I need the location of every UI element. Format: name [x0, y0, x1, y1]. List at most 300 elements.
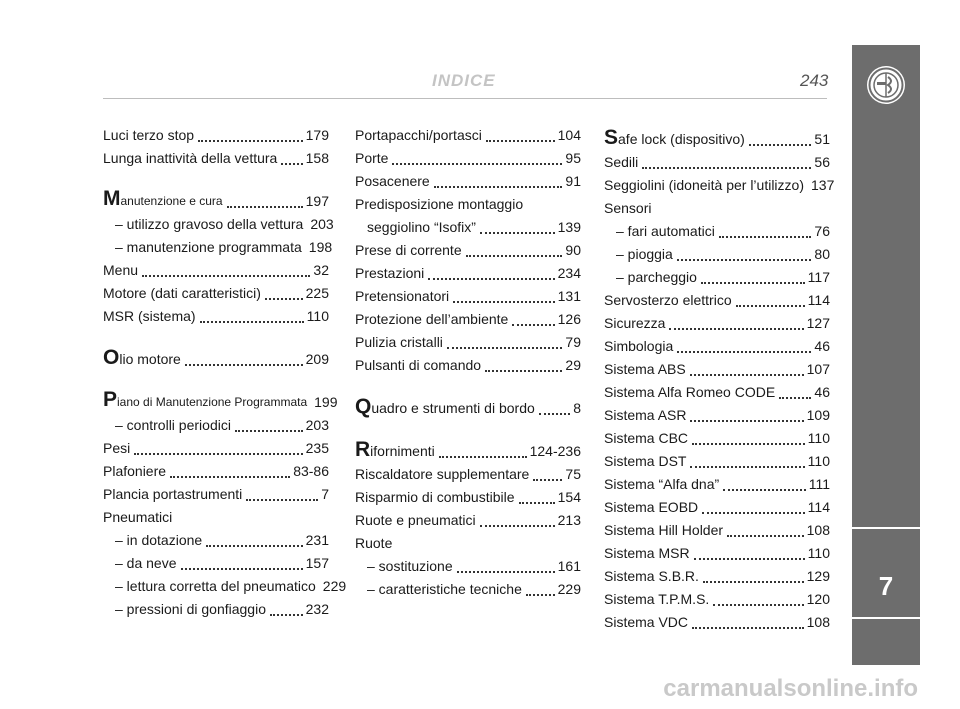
index-entry-page: 229 [322, 578, 347, 594]
index-entry-page: 110 [807, 430, 830, 446]
index-entry-page: 8 [573, 400, 581, 416]
leader-dots [485, 369, 562, 372]
leader-dots [736, 304, 805, 307]
leader-dots [694, 557, 805, 560]
index-entry-page: 32 [313, 262, 329, 278]
index-entry [355, 262, 581, 285]
index-entry [355, 331, 581, 354]
index-entry-label-wrap [604, 312, 665, 335]
index-section-entry [103, 388, 338, 414]
index-entry-label: Lunga inattività della vettura [103, 150, 278, 166]
index-entry-label-wrap [604, 243, 673, 266]
index-entry-page: 235 [305, 440, 329, 456]
leader-dots [457, 570, 555, 573]
index-entry-label-wrap [103, 189, 223, 213]
index-entry-page: 157 [305, 555, 329, 571]
index-entry-label: – da neve [115, 555, 177, 571]
index-entry-label: – caratteristiche tecniche [367, 581, 522, 597]
index-entry [103, 213, 334, 236]
leader-dots [480, 524, 555, 527]
leader-dots [270, 613, 303, 616]
index-entry-label: Sedili [604, 154, 639, 170]
index-entry-label-wrap [355, 555, 453, 578]
index-entry-label: afe lock (dispositivo) [618, 131, 745, 147]
index-entry [355, 170, 581, 193]
index-section-entry [103, 348, 329, 371]
index-entry [604, 611, 830, 634]
index-entry-label-wrap [604, 266, 697, 289]
leader-dots [677, 258, 812, 261]
index-entry-page: 75 [565, 466, 581, 482]
index-entry-label-wrap [103, 213, 303, 236]
index-entry-page: 108 [806, 614, 830, 630]
index-section-entry [355, 440, 581, 463]
leader-dots [181, 567, 303, 570]
index-entry-page: 111 [808, 476, 830, 492]
index-entry-label: Luci terzo stop [103, 127, 195, 143]
index-entry-label: Ruote [355, 535, 393, 551]
index-entry-label-wrap [355, 239, 462, 262]
index-entry-label-wrap [103, 124, 194, 147]
index-entry-label-wrap [604, 381, 775, 404]
index-entry-label: MSR (sistema) [103, 308, 196, 324]
index-entry [355, 532, 581, 555]
index-entry [604, 266, 830, 289]
leader-dots [185, 363, 303, 366]
index-entry-label: uadro e strumenti di bordo [371, 400, 535, 416]
index-entry [604, 519, 830, 542]
index-entry [604, 473, 830, 496]
index-entry-label-wrap [355, 285, 449, 308]
index-entry [103, 529, 329, 552]
index-entry-label-wrap [355, 486, 515, 509]
index-entry-label-wrap [103, 236, 302, 259]
index-entry [604, 496, 830, 519]
leader-dots [723, 488, 806, 491]
index-entry-page: 51 [814, 131, 830, 147]
leader-dots [206, 544, 302, 547]
leader-dots [702, 511, 805, 514]
index-entry-page: 90 [565, 242, 581, 258]
index-entry-page: 209 [305, 351, 329, 367]
index-entry-page: 80 [814, 246, 830, 262]
leader-dots [692, 442, 805, 445]
leader-dots [439, 455, 527, 458]
index-entry-label-wrap [103, 259, 138, 282]
index-entry-label-wrap [604, 335, 673, 358]
index-entry-label: Protezione dell’ambiente [355, 311, 509, 327]
index-entry [103, 236, 333, 259]
index-entry-label-wrap [355, 147, 388, 170]
index-entry-page: 124-236 [529, 443, 581, 459]
index-entry-label-wrap [355, 397, 535, 420]
index-entry-label-wrap [103, 575, 316, 598]
index-entry-label: Risparmio di combustibile [355, 489, 515, 505]
leader-dots [447, 346, 563, 349]
index-entry-page: 114 [807, 499, 830, 515]
index-section-entry [355, 397, 581, 420]
leader-dots [749, 143, 812, 146]
index-entry-page: 91 [565, 173, 581, 189]
index-entry-label-wrap [103, 460, 166, 483]
index-entry-page: 154 [557, 489, 581, 505]
index-entry [604, 358, 830, 381]
index-entry-label: lio motore [119, 351, 181, 367]
index-entry [604, 335, 830, 358]
index-entry-label: – controlli periodici [115, 417, 231, 433]
index-entry-label-wrap [604, 496, 698, 519]
index-entry [103, 483, 329, 506]
index-entry-label-wrap [604, 197, 651, 220]
index-entry-label: – in dotazione [115, 532, 203, 548]
leader-dots [134, 452, 302, 455]
index-entry-label: Prestazioni [355, 265, 425, 281]
leader-dots [677, 350, 811, 353]
index-entry-label: Sicurezza [604, 315, 666, 331]
index-entry [355, 285, 581, 308]
index-entry-label: Pretensionatori [355, 288, 450, 304]
index-entry [604, 289, 830, 312]
index-entry-label-wrap [604, 220, 715, 243]
index-entry-label: Sistema EOBD [604, 499, 699, 515]
index-entry [103, 147, 329, 170]
leader-dots [512, 323, 554, 326]
leader-dots [480, 231, 555, 234]
leader-dots [235, 429, 303, 432]
leader-dots [539, 412, 570, 415]
index-column-1 [103, 124, 347, 621]
index-entry-page: 131 [557, 288, 581, 304]
leader-dots [533, 478, 562, 481]
section-initial: S [604, 126, 619, 149]
index-entry-label-wrap [103, 552, 177, 575]
index-entry-page: 203 [310, 216, 334, 232]
leader-dots [281, 162, 302, 165]
index-entry-label: ifornimenti [370, 443, 435, 459]
index-entry-page: 179 [305, 127, 329, 143]
leader-dots [392, 162, 562, 165]
index-entry-label-wrap [103, 414, 231, 437]
index-entry-page: 137 [811, 177, 835, 193]
leader-dots [701, 281, 805, 284]
index-entry-label-wrap [355, 463, 529, 486]
index-entry-page: 110 [306, 308, 329, 324]
index-entry [604, 381, 830, 404]
index-entry-page: 109 [806, 407, 830, 423]
index-entry-page: 158 [305, 150, 329, 166]
index-entry-page: 139 [557, 219, 581, 235]
leader-dots [176, 523, 326, 524]
index-entry-page: 108 [806, 522, 830, 538]
index-entry-label-wrap [604, 404, 686, 427]
index-entry-page: 199 [314, 394, 338, 410]
index-entry-label: Sistema T.P.M.S. [604, 591, 710, 607]
section-initial: P [103, 388, 118, 411]
index-column-2 [355, 124, 581, 601]
index-entry [103, 598, 329, 621]
watermark: carmanualsonline.info [663, 675, 918, 702]
index-entry-label-wrap [604, 473, 719, 496]
page-header-title: INDICE [432, 71, 496, 90]
index-entry-label: – sostituzione [367, 558, 453, 574]
index-entry-page: 126 [557, 311, 581, 327]
index-entry-page: 129 [806, 568, 830, 584]
index-entry-label: Seggiolini (idoneità per l’utilizzo) [604, 177, 804, 193]
index-entry-label: Pulizia cristalli [355, 334, 443, 350]
index-entry-page: 198 [308, 239, 333, 255]
index-entry-label-wrap [103, 390, 307, 414]
leader-dots [428, 277, 554, 280]
leader-dots [265, 297, 303, 300]
index-entry-label: Portapacchi/portasci [355, 127, 482, 143]
index-entry [604, 565, 830, 588]
index-entry-label-wrap [355, 578, 522, 601]
index-entry [604, 427, 830, 450]
index-entry-label: iano di Manutenzione Programmata [117, 395, 308, 409]
index-entry-label-wrap [103, 483, 242, 506]
index-entry-label: Plancia portastrumenti [103, 486, 243, 502]
leader-dots [690, 419, 803, 422]
leader-dots [713, 603, 803, 606]
index-entry-label-wrap [604, 542, 690, 565]
index-entry-label-wrap [604, 565, 699, 588]
index-entry-page: 117 [807, 269, 830, 285]
sidebar-divider [852, 527, 920, 529]
index-entry-label: Pulsanti di comando [355, 357, 482, 373]
leader-dots [142, 274, 310, 277]
header-rule [103, 98, 827, 99]
index-entry-page: 231 [305, 532, 329, 548]
section-initial: Q [355, 395, 372, 418]
sidebar-divider [852, 617, 920, 619]
index-entry-label: Sistema S.B.R. [604, 568, 699, 584]
leader-dots [170, 475, 290, 478]
index-entry-label: – fari automatici [616, 223, 715, 239]
index-entry-label-wrap [103, 282, 261, 305]
leader-dots [655, 214, 827, 215]
index-entry-label: Sistema Hill Holder [604, 522, 724, 538]
index-entry-page: 110 [807, 453, 830, 469]
index-entry-label: Servosterzo elettrico [604, 292, 732, 308]
index-entry-page: 197 [305, 193, 329, 209]
index-entry [604, 220, 830, 243]
index-entry-label-wrap [355, 440, 435, 463]
index-entry-label-wrap [355, 532, 392, 555]
section-initial: O [103, 346, 120, 369]
index-entry-page: 213 [557, 512, 581, 528]
index-entry [604, 243, 830, 266]
index-entry [355, 555, 581, 578]
leader-dots [519, 501, 555, 504]
leader-dots [486, 139, 555, 142]
index-entry-label-wrap [604, 174, 804, 197]
leader-dots [227, 205, 303, 208]
leader-dots [669, 327, 803, 330]
leader-dots [200, 320, 304, 323]
index-entry-label: – pressioni di gonfiaggio [115, 601, 266, 617]
index-entry-label-wrap [103, 437, 130, 460]
leader-dots [692, 626, 804, 629]
index-entry-label: – utilizzo gravoso della vettura [115, 216, 304, 232]
leader-dots [434, 185, 563, 188]
index-entry [103, 506, 329, 529]
index-entry-label: anutenzione e cura [120, 194, 223, 208]
index-entry-page: 120 [806, 591, 830, 607]
index-entry-page: 95 [565, 150, 581, 166]
index-entry [355, 193, 581, 239]
index-entry [355, 578, 581, 601]
index-entry-label: Sistema DST [604, 453, 687, 469]
index-entry-label: Sistema Alfa Romeo CODE [604, 384, 776, 400]
leader-dots [396, 549, 578, 550]
index-entry-page: 76 [814, 223, 830, 239]
index-entry-page: 46 [814, 338, 830, 354]
index-entry-label-wrap [103, 506, 172, 529]
index-entry-page: 104 [557, 127, 581, 143]
index-entry-label-wrap [604, 611, 688, 634]
index-entry [604, 174, 835, 197]
index-entry-label: Prese di corrente [355, 242, 462, 258]
index-entry-label: Sistema VDC [604, 614, 689, 630]
index-entry [604, 151, 830, 174]
index-entry [103, 437, 329, 460]
index-entry [355, 463, 581, 486]
index-entry-label: Riscaldatore supplementare [355, 466, 530, 482]
index-entry [103, 124, 329, 147]
index-entry-label-wrap [355, 331, 443, 354]
leader-dots [779, 396, 811, 399]
section-initial: M [103, 187, 121, 210]
index-entry-label-wrap [604, 519, 723, 542]
index-entry [355, 147, 581, 170]
index-entry-label-wrap [103, 305, 196, 328]
index-entry-label: Ruote e pneumatici [355, 512, 476, 528]
index-entry [355, 354, 581, 377]
index-entry [604, 542, 830, 565]
index-entry [103, 414, 329, 437]
index-entry-page: 29 [565, 357, 581, 373]
index-entry [103, 259, 329, 282]
index-entry-label: Sistema ABS [604, 361, 686, 377]
index-entry-page: 107 [806, 361, 830, 377]
index-entry [103, 282, 329, 305]
index-entry-label-wrap [604, 450, 686, 473]
leader-dots [642, 166, 811, 169]
index-entry [355, 486, 581, 509]
index-entry-page: 229 [557, 581, 581, 597]
chapter-number: 7 [878, 571, 894, 601]
leader-dots [198, 139, 303, 142]
index-entry [604, 588, 830, 611]
index-entry [355, 239, 581, 262]
leader-dots [690, 465, 804, 468]
index-entry-label: Sensori [604, 200, 652, 216]
index-entry-label-wrap [355, 262, 424, 285]
index-entry-label-wrap [103, 529, 202, 552]
index-entry-label: Posacenere [355, 173, 430, 189]
index-entry-label: Plafoniere [103, 463, 167, 479]
index-entry [103, 552, 329, 575]
index-entry-page: 83-86 [293, 463, 329, 479]
alfa-romeo-badge-icon [866, 65, 906, 105]
index-entry [604, 404, 830, 427]
index-entry-page: 203 [305, 417, 329, 433]
index-entry-label-wrap [604, 289, 732, 312]
index-entry-label: Simbologia [604, 338, 674, 354]
index-entry-page: 7 [321, 486, 329, 502]
index-entry-label-wrap [355, 124, 482, 147]
index-entry-label-wrap [355, 354, 481, 377]
index-entry [355, 124, 581, 147]
index-entry [604, 450, 830, 473]
index-entry [103, 305, 329, 328]
index-entry-label-wrap [604, 427, 688, 450]
index-entry-label-wrap [103, 598, 266, 621]
index-entry-label-wrap [103, 348, 181, 371]
index-entry-label-wrap [604, 151, 638, 174]
index-entry [604, 312, 830, 335]
index-entry-label: Pesi [103, 440, 131, 456]
index-entry [355, 308, 581, 331]
leader-dots [703, 580, 804, 583]
index-entry-page: 225 [305, 285, 329, 301]
index-entry-label: Menu [103, 262, 139, 278]
index-column-3 [604, 126, 835, 634]
index-entry-label: Porte [355, 150, 389, 166]
index-entry [103, 460, 329, 483]
index-entry-page: 79 [565, 334, 581, 350]
leader-dots [526, 593, 555, 596]
index-entry-page: 114 [807, 292, 830, 308]
section-initial: R [355, 438, 371, 461]
index-entry-label: Sistema “Alfa dna” [604, 476, 720, 492]
index-entry-label-cont: seggiolino “Isofix” [367, 219, 476, 235]
index-entry [604, 197, 830, 220]
leader-dots [453, 300, 554, 303]
index-entry-label: Sistema MSR [604, 545, 690, 561]
index-entry-label-wrap [604, 358, 686, 381]
index-entry-label-wrap [103, 147, 277, 170]
leader-dots [690, 373, 804, 376]
index-entry-label: – lettura corretta del pneumatico [115, 578, 316, 594]
leader-dots [246, 498, 318, 501]
index-entry-label: Pneumatici [103, 509, 173, 525]
index-entry-label-wrap [604, 588, 709, 611]
index-entry-label-wrap [355, 308, 508, 331]
index-entry-page: 234 [557, 265, 581, 281]
index-entry-page: 110 [807, 545, 830, 561]
index-entry-label: – parcheggio [616, 269, 697, 285]
index-entry-page: 161 [557, 558, 581, 574]
index-entry-label: Sistema ASR [604, 407, 687, 423]
index-entry-label-wrap [355, 509, 476, 532]
index-section-entry [103, 187, 329, 213]
index-entry-page: 56 [814, 154, 830, 170]
index-section-entry [604, 128, 830, 151]
index-entry-page: 232 [305, 601, 329, 617]
index-entry [103, 575, 347, 598]
leader-dots [719, 235, 812, 238]
leader-dots [466, 254, 563, 257]
leader-dots [727, 534, 804, 537]
index-entry [355, 509, 581, 532]
index-entry-label: – manutenzione programmata [115, 239, 302, 255]
page-number: 243 [800, 71, 829, 90]
index-entry-label: – pioggia [616, 246, 673, 262]
index-entry-label: Sistema CBC [604, 430, 689, 446]
index-entry-page: 127 [806, 315, 830, 331]
index-entry-label-wrap [604, 128, 745, 151]
